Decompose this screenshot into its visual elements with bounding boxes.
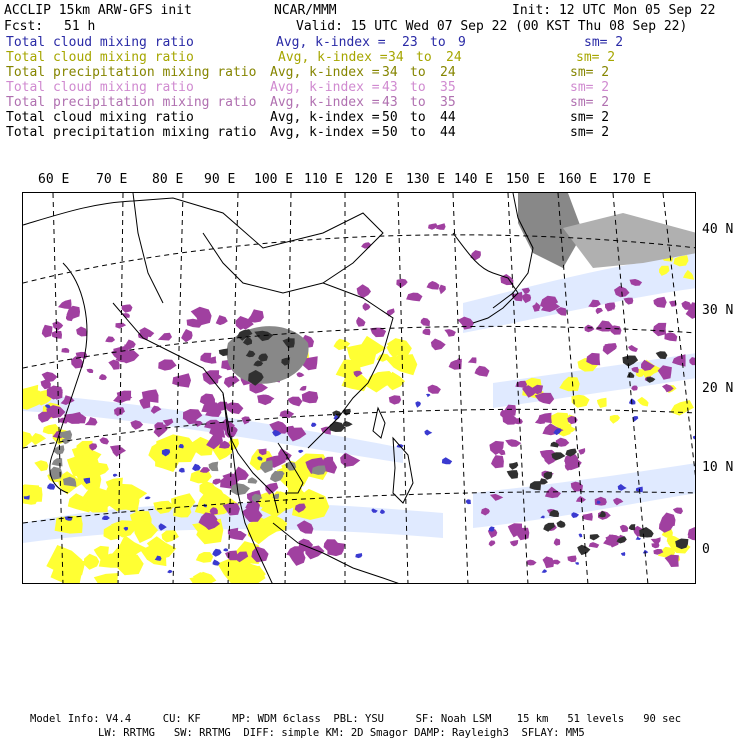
high-cloud-patch [589, 542, 600, 548]
deep-precip-core [656, 351, 668, 359]
legend-row-5-k2: 35 [440, 95, 456, 110]
high-cloud-patch [620, 525, 628, 533]
high-cloud-patch [491, 455, 504, 468]
high-cloud-patch [99, 437, 109, 444]
mid-cloud-patch [357, 336, 387, 357]
high-cloud-patch [288, 397, 303, 407]
low-cloud-speck [621, 552, 625, 556]
high-cloud-patch [356, 317, 365, 327]
low-cloud-speck [179, 468, 185, 473]
deep-cloud-region [231, 483, 250, 495]
legend-row-4-to: to [410, 80, 426, 95]
mid-cloud-patch [597, 398, 607, 408]
high-cloud-patch [444, 329, 456, 337]
legend-row-5-sm: sm= 2 [570, 95, 610, 110]
deep-cloud-region [209, 462, 219, 472]
high-cloud-patch [653, 297, 666, 308]
mid-cloud-patch [34, 460, 48, 471]
low-cloud-speck [426, 394, 431, 397]
legend-row-6-k2: 44 [440, 110, 456, 125]
legend-row-4-k1: 43 [382, 80, 398, 95]
deep-precip-core [557, 520, 566, 528]
legend-row-5-to: to [410, 95, 426, 110]
legend-row-1-k2: 9 [458, 35, 466, 50]
model-info-line1: Model Info: V4.4 CU: KF MP: WDM 6class PBL: YSU SF: Noah LSM 15 km 51 levels 90 sec [30, 713, 682, 725]
low-cloud-speck [192, 464, 201, 471]
high-cloud-patch [436, 223, 446, 230]
legend-row-3-stat: Avg, k-index = [270, 65, 380, 80]
legend-row-1-sm: sm= 2 [584, 35, 624, 50]
lat-label-2: 30 N [702, 303, 734, 318]
mid-cloud-patch [637, 397, 649, 407]
map-canvas [23, 193, 696, 584]
low-cloud-speck [466, 499, 471, 504]
lon-label-8: 130 E [406, 172, 446, 187]
lon-label-6: 110 E [304, 172, 344, 187]
low-cloud-speck [223, 548, 228, 551]
high-cloud-patch [628, 345, 638, 352]
valid-time: Valid: 15 UTC Wed 07 Sep 22 (00 KST Thu 08 Sep 22) [296, 19, 688, 34]
legend-row-7-to: to [410, 125, 426, 140]
deep-precip-core [330, 421, 346, 432]
high-cloud-patch [584, 325, 594, 333]
high-cloud-patch [421, 318, 430, 327]
high-cloud-patch [470, 250, 481, 260]
lat-label-5: 0 [702, 542, 710, 557]
low-cloud-speck [636, 537, 642, 541]
high-cloud-patch [535, 393, 555, 404]
high-cloud-patch [61, 348, 69, 353]
deep-precip-core [577, 545, 590, 555]
legend-row-2-k2: 24 [446, 50, 462, 65]
legend-row-3-to: to [410, 65, 426, 80]
mid-cloud-patch [94, 573, 118, 584]
legend-row-1-k1: 23 [402, 35, 418, 50]
legend-row-2-stat: Avg, k-index = [278, 50, 388, 65]
legend-row-3-sm: sm= 2 [570, 65, 610, 80]
high-cloud-patch [299, 386, 306, 391]
lon-label-4: 90 E [204, 172, 236, 187]
low-cloud-speck [424, 430, 432, 436]
mid-cloud-patch [162, 530, 179, 542]
longitude-gridline [453, 193, 468, 584]
high-cloud-patch [122, 304, 133, 312]
deep-cloud-region [248, 477, 258, 484]
legend-row-4-stat: Avg, k-index = [270, 80, 380, 95]
high-cloud-patch [428, 223, 438, 229]
low-cloud-speck [579, 533, 583, 537]
high-cloud-patch [389, 395, 401, 404]
deep-precip-core [509, 462, 518, 470]
legend-row-4-name: Total cloud mixing ratio [6, 80, 194, 95]
high-cloud-patch [583, 513, 593, 521]
high-cloud-patch [42, 325, 53, 338]
map-panel [22, 192, 696, 584]
high-cloud-patch [396, 279, 407, 288]
low-cloud-speck [575, 562, 579, 565]
legend-row-5-stat: Avg, k-index = [270, 95, 380, 110]
high-cloud-patch [651, 543, 659, 549]
low-cloud-speck [167, 570, 172, 573]
legend-row-1-stat: Avg, k-index = [276, 35, 386, 50]
low-cloud-speck [415, 401, 421, 407]
coastline [133, 193, 163, 303]
high-cloud-patch [172, 373, 191, 387]
deep-precip-core [590, 534, 600, 540]
deep-precip-core [507, 470, 519, 479]
legend-row-2-name: Total cloud mixing ratio [6, 50, 194, 65]
lon-label-2: 70 E [96, 172, 128, 187]
high-cloud-patch [527, 560, 537, 566]
legend-row-1-to: to [430, 35, 446, 50]
high-cloud-patch [224, 376, 240, 388]
high-cloud-patch [505, 439, 521, 447]
high-cloud-patch [423, 329, 431, 336]
legend-row-4-sm: sm= 2 [570, 80, 610, 95]
high-cloud-patch [158, 333, 172, 341]
low-cloud-speck [542, 569, 547, 573]
deep-precip-core [219, 349, 228, 357]
high-cloud-patch [431, 339, 446, 351]
legend-row-7-stat: Avg, k-index = [270, 125, 380, 140]
low-cloud-speck [355, 553, 362, 558]
mid-cloud-patch [670, 400, 694, 416]
deep-cloud-region [52, 458, 63, 466]
low-cloud-speck [298, 450, 303, 453]
high-cloud-patch [489, 540, 496, 546]
legend-row-2-to: to [416, 50, 432, 65]
high-cloud-patch [427, 281, 440, 290]
high-cloud-patch [302, 391, 318, 403]
low-cloud-speck [113, 474, 118, 477]
high-cloud-patch [200, 394, 215, 407]
model-info-line2: LW: RRTMG SW: RRTMG DIFF: simple KM: 2D Smagor DAMP: Rayleigh3 SFLAY: MM5 [98, 727, 585, 739]
low-cloud-speck [311, 423, 317, 427]
deep-precip-core [629, 524, 636, 530]
high-cloud-patch [296, 372, 304, 377]
legend-row-3-k1: 34 [382, 65, 398, 80]
high-cloud-patch [158, 359, 176, 370]
lon-label-7: 120 E [354, 172, 394, 187]
high-cloud-patch [387, 308, 395, 316]
low-cloud-speck [47, 483, 55, 489]
high-cloud-patch [406, 293, 422, 302]
lon-label-10: 150 E [506, 172, 546, 187]
legend-row-3-k2: 24 [440, 65, 456, 80]
high-cloud-patch [596, 308, 603, 314]
lon-label-9: 140 E [454, 172, 494, 187]
mid-cloud-patch [23, 385, 38, 400]
legend-row-1-name: Total cloud mixing ratio [6, 35, 194, 50]
high-cloud-patch [112, 447, 126, 457]
high-cloud-patch [653, 323, 667, 336]
high-cloud-patch [664, 332, 677, 341]
high-cloud-patch [567, 556, 576, 563]
high-cloud-patch [38, 412, 51, 423]
lon-label-5: 100 E [254, 172, 294, 187]
forecast-hours: 51 h [64, 19, 96, 34]
legend-row-5-name: Total precipitation mixing ratio [6, 95, 257, 110]
low-cloud-speck [489, 526, 495, 531]
high-cloud-patch [428, 385, 441, 394]
lon-label-12: 170 E [612, 172, 652, 187]
lon-label-1: 60 E [38, 172, 70, 187]
high-cloud-patch [468, 357, 477, 363]
lat-label-1: 40 N [702, 222, 734, 237]
legend-row-6-sm: sm= 2 [570, 110, 610, 125]
legend-row-5-k1: 43 [382, 95, 398, 110]
center-title: NCAR/MMM [274, 3, 337, 18]
high-cloud-patch [200, 353, 212, 364]
light-cloud-band [463, 253, 696, 333]
lat-label-4: 10 N [702, 460, 734, 475]
high-cloud-patch [475, 366, 490, 377]
low-cloud-speck [693, 436, 696, 440]
high-cloud-patch [115, 323, 126, 329]
high-cloud-patch [105, 336, 115, 342]
mid-cloud-patch [610, 415, 620, 424]
high-cloud-patch [99, 374, 107, 380]
legend-row-2-sm: sm= 2 [576, 50, 616, 65]
mid-cloud-patch [196, 552, 213, 563]
low-cloud-speck [145, 497, 151, 500]
high-cloud-patch [87, 369, 94, 373]
lon-label-3: 80 E [152, 172, 184, 187]
legend-row-7-k2: 44 [440, 125, 456, 140]
high-cloud-patch [85, 417, 98, 426]
legend-row-4-k2: 35 [440, 80, 456, 95]
legend-row-6-k1: 50 [382, 110, 398, 125]
high-cloud-patch [58, 299, 72, 309]
high-cloud-patch [554, 538, 561, 546]
legend-row-6-stat: Avg, k-index = [270, 110, 380, 125]
init-time: Init: 12 UTC Mon 05 Sep 22 [512, 3, 716, 18]
forecast-label: Fcst: [4, 19, 44, 34]
high-cloud-patch [52, 321, 63, 330]
high-cloud-patch [608, 325, 621, 334]
legend-row-7-sm: sm= 2 [570, 125, 610, 140]
legend-row-7-k1: 50 [382, 125, 398, 140]
high-cloud-patch [439, 285, 446, 295]
high-cloud-patch [108, 360, 120, 370]
model-title: ACCLIP 15km ARW-GFS init [4, 3, 192, 18]
low-cloud-speck [212, 549, 222, 557]
high-cloud-patch [181, 329, 193, 342]
legend-row-6-to: to [410, 110, 426, 125]
deep-precip-core [343, 421, 353, 427]
coastline [203, 233, 323, 293]
high-cloud-patch [624, 298, 634, 305]
mid-cloud-patch [84, 554, 100, 570]
high-cloud-patch [212, 479, 221, 485]
high-cloud-patch [578, 448, 585, 455]
lat-label-3: 20 N [702, 381, 734, 396]
high-cloud-patch [673, 508, 683, 515]
lon-label-11: 160 E [558, 172, 598, 187]
high-cloud-patch [510, 540, 518, 546]
high-cloud-patch [76, 327, 87, 337]
legend-row-3-name: Total precipitation mixing ratio [6, 65, 257, 80]
legend-row-6-name: Total cloud mixing ratio [6, 110, 194, 125]
high-cloud-patch [216, 315, 228, 325]
legend-row-2-k1: 34 [388, 50, 404, 65]
high-cloud-patch [363, 303, 371, 311]
low-cloud-speck [442, 457, 452, 464]
legend-row-7-name: Total precipitation mixing ratio [6, 125, 257, 140]
